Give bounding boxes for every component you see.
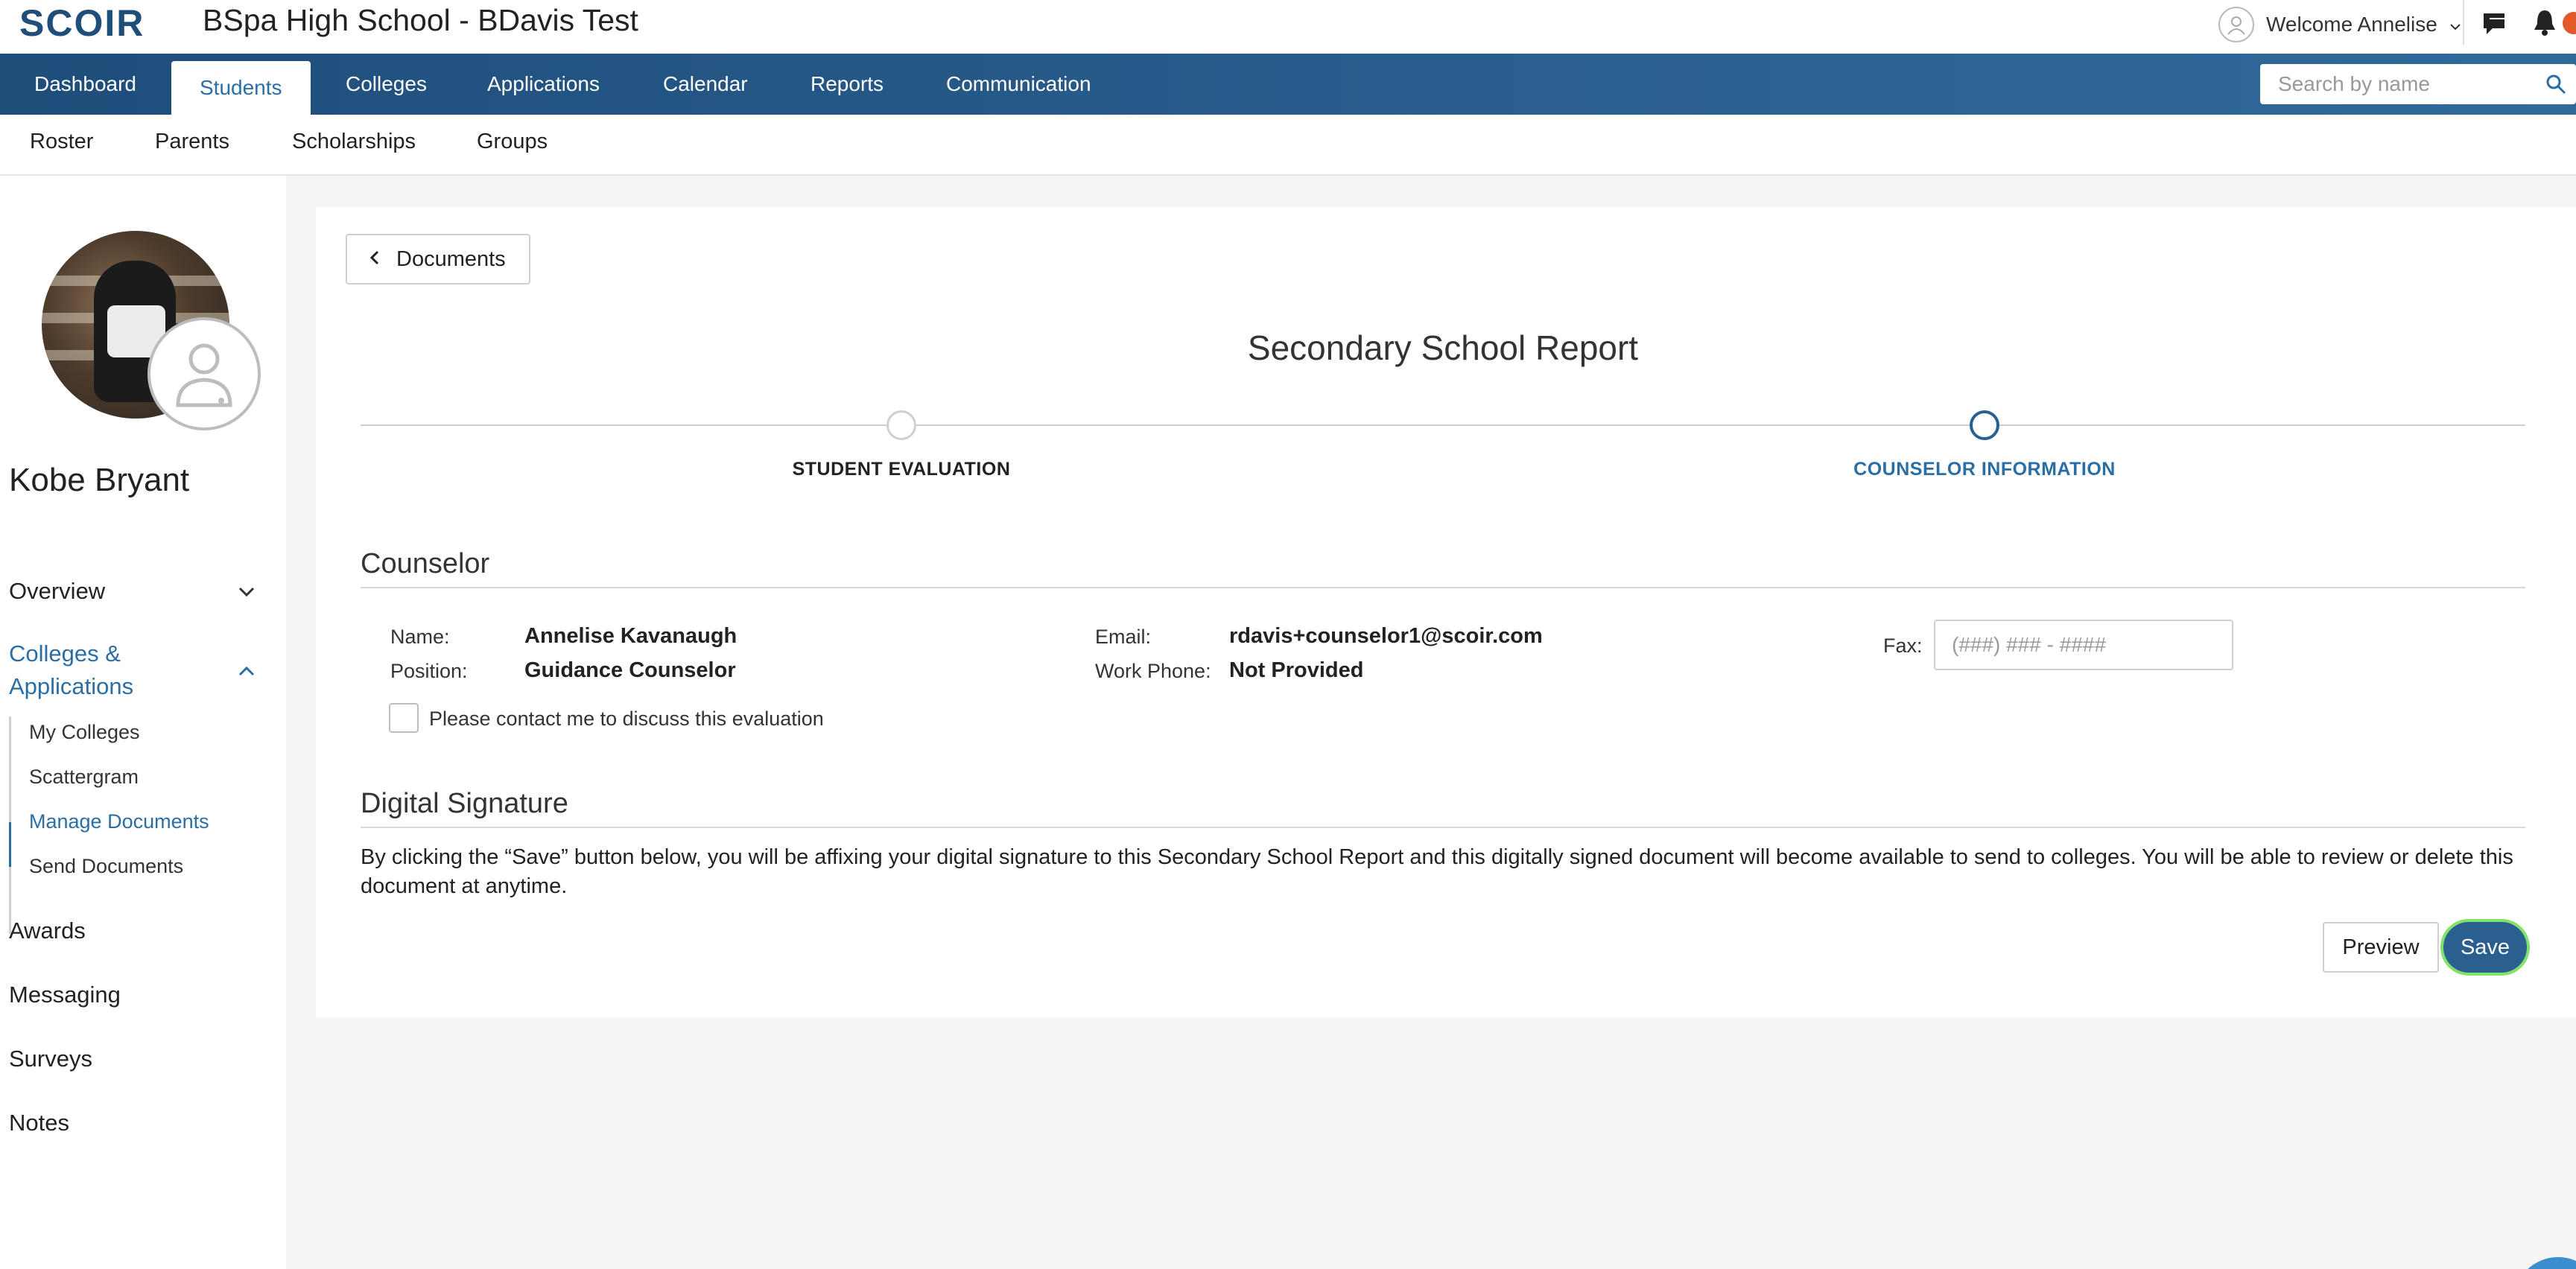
sidebar-send-documents[interactable]: Send Documents [29, 855, 184, 877]
work-phone-value: Not Provided [1229, 658, 1364, 682]
nav-calendar[interactable]: Calendar [663, 72, 748, 95]
section-divider [361, 827, 2525, 828]
nav-communication[interactable]: Communication [946, 72, 1091, 95]
sidebar-colleges-applications[interactable] [9, 640, 133, 700]
chevron-down-icon [2449, 13, 2461, 36]
step-counselor-information[interactable]: COUNSELOR INFORMATION [1853, 459, 2116, 480]
chat-icon[interactable] [2481, 9, 2510, 39]
subnav-scholarships[interactable]: Scholarships [292, 130, 416, 153]
user-menu[interactable] [2218, 6, 2461, 43]
step-student-evaluation[interactable]: STUDENT EVALUATION [792, 459, 1011, 480]
sub-nav [0, 115, 2576, 176]
nav-colleges[interactable]: Colleges [346, 72, 427, 95]
email-label: Email: [1095, 626, 1152, 648]
search-input[interactable] [2260, 64, 2576, 104]
sidebar-surveys[interactable]: Surveys [9, 1046, 92, 1072]
subnav-roster[interactable]: Roster [30, 130, 94, 153]
sidebar-my-colleges[interactable]: My Colleges [29, 721, 140, 743]
active-indicator [9, 822, 11, 867]
nav-reports[interactable]: Reports [810, 72, 884, 95]
fax-field[interactable] [1934, 620, 2233, 670]
sidebar-colleges-label-2: Applications [9, 673, 134, 699]
colleges-submenu [9, 716, 277, 934]
chevron-down-icon[interactable] [235, 581, 258, 603]
main-nav [0, 54, 2576, 115]
search-icon[interactable] [2545, 73, 2567, 95]
nav-students[interactable]: Students [171, 61, 311, 115]
save-button[interactable]: Save [2443, 922, 2527, 973]
digital-signature-heading: Digital Signature [361, 788, 568, 819]
chevron-left-icon [369, 247, 380, 272]
nav-dashboard[interactable]: Dashboard [34, 72, 136, 95]
step-dot-counselor-information[interactable] [1970, 410, 1999, 440]
subnav-parents[interactable]: Parents [155, 130, 229, 153]
preview-button[interactable]: Preview [2323, 922, 2439, 973]
student-name: Kobe Bryant [9, 462, 190, 498]
sidebar-scattergram[interactable]: Scattergram [29, 766, 139, 788]
subnav-groups[interactable]: Groups [477, 130, 548, 153]
sidebar-notes[interactable]: Notes [9, 1110, 69, 1136]
page-title: Secondary School Report [1247, 328, 1639, 367]
sidebar-colleges-label-1: Colleges & [9, 640, 121, 667]
sidebar-manage-documents[interactable]: Manage Documents [29, 810, 209, 833]
sidebar-overview[interactable]: Overview [9, 578, 106, 604]
contact-checkbox[interactable] [389, 703, 419, 733]
work-phone-label: Work Phone: [1095, 660, 1211, 682]
bell-icon[interactable] [2531, 7, 2558, 37]
scoir-logo[interactable]: SCOIR [19, 2, 145, 44]
notification-badge[interactable] [2563, 12, 2576, 34]
name-value: Annelise Kavanaugh [524, 624, 737, 648]
step-dot-student-evaluation[interactable] [886, 410, 916, 440]
back-button-label: Documents [396, 247, 506, 271]
divider [2463, 0, 2464, 45]
sidebar-messaging[interactable]: Messaging [9, 982, 121, 1008]
position-value: Guidance Counselor [524, 658, 736, 682]
user-avatar-icon [2218, 7, 2254, 42]
signature-disclaimer: By clicking the “Save” button below, you will be affixing your digital signature to this Secondary School Report and this digitally signed document will become available to send to colleges. You will be able to review or delete this document at anytime. [361, 845, 2513, 898]
email-value: rdavis+counselor1@scoir.com [1229, 624, 1543, 648]
welcome-text: Welcome Annelise [2266, 13, 2437, 36]
student-sidebar [0, 176, 286, 1269]
back-to-documents-button[interactable] [346, 234, 530, 284]
position-label: Position: [390, 660, 468, 682]
search-placeholder: Search by name [2278, 72, 2430, 95]
name-label: Name: [390, 626, 450, 648]
fax-label: Fax: [1883, 634, 1923, 657]
sidebar-awards[interactable]: Awards [9, 917, 86, 944]
top-bar [0, 0, 2576, 54]
stepper-line [361, 424, 2525, 426]
avatar-upload-icon[interactable] [147, 317, 261, 430]
counselor-heading: Counselor [361, 548, 490, 579]
contact-checkbox-label[interactable]: Please contact me to discuss this evaluation [429, 707, 824, 730]
chevron-up-icon[interactable] [235, 660, 258, 682]
section-divider [361, 587, 2525, 588]
school-title: BSpa High School - BDavis Test [203, 3, 638, 37]
nav-applications[interactable]: Applications [487, 72, 600, 95]
